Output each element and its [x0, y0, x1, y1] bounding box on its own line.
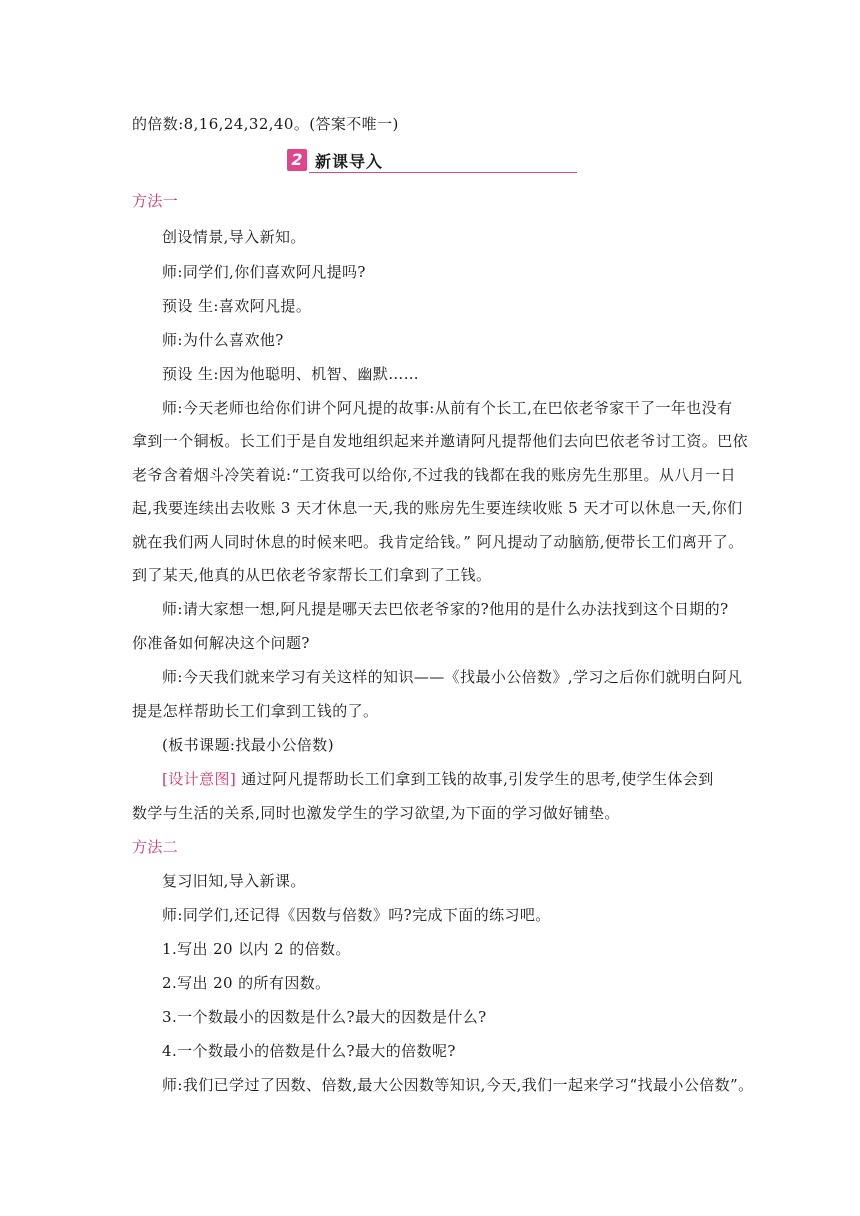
design-intent-text: 通过阿凡提帮助长工们拿到工钱的故事,引发学生的思考,使学生体会到 [236, 770, 714, 788]
exercise-item: 3.一个数最小的因数是什么?最大的因数是什么? [162, 1008, 487, 1026]
exercise-item: 1.写出 20 以内 2 的倍数。 [162, 940, 351, 958]
paragraph-line: 预设 生:因为他聪明、机智、幽默…… [162, 365, 420, 383]
paragraph-line: 师:今天我们就来学习有关这样的知识——《找最小公倍数》,学习之后你们就明白阿凡 [162, 668, 743, 686]
paragraph-line: 师:请大家想一想,阿凡提是哪天去巴依老爷家的?他用的是什么办法找到这个日期的? [162, 600, 729, 618]
section-divider [309, 172, 577, 173]
answer-continuation: 的倍数:8,16,24,32,40。(答案不唯一) [132, 115, 399, 133]
method-one-title: 方法一 [132, 192, 179, 210]
paragraph-line: 师:我们已学过了因数、倍数,最大公因数等知识,今天,我们一起来学习“找最小公倍数”。 [162, 1076, 754, 1094]
paragraph-line: 提是怎样帮助长工们拿到工钱的了。 [132, 702, 379, 720]
paragraph-line: 复习旧知,导入新课。 [162, 872, 306, 890]
paragraph-line: 师:同学们,你们喜欢阿凡提吗? [162, 263, 366, 281]
paragraph-line: 预设 生:喜欢阿凡提。 [162, 297, 312, 315]
paragraph-line: 老爷含着烟斗冷笑着说:“工资我可以给你,不过我的钱都在我的账房先生那里。从八月一日 [132, 466, 736, 484]
paragraph-line: 创设情景,导入新知。 [162, 228, 306, 246]
paragraph-line: 就在我们两人同时休息的时候来吧。我肯定给钱。” 阿凡提动了动脑筋,便带长工们离开了。 [132, 533, 744, 551]
exercise-item: 2.写出 20 的所有因数。 [162, 974, 331, 992]
paragraph-line: 师:今天老师也给你们讲个阿凡提的故事:从前有个长工,在巴依老爷家干了一年也没有 [162, 399, 733, 417]
design-intent-tag: [设计意图] [162, 770, 237, 788]
paragraph-line: 起,我要连续出去收账 3 天才休息一天,我的账房先生要连续收账 5 天才可以休息一天,你们 [132, 499, 743, 517]
board-title-note: (板书课题:找最小公倍数) [162, 736, 334, 754]
paragraph-line: 你准备如何解决这个问题? [132, 634, 310, 652]
section-number-badge: 2 [287, 149, 307, 171]
paragraph-line: 师:同学们,还记得《因数与倍数》吗?完成下面的练习吧。 [162, 906, 551, 924]
section-title: 新课导入 [315, 152, 384, 171]
method-two-title: 方法二 [132, 838, 179, 856]
exercise-item: 4.一个数最小的倍数是什么?最大的倍数呢? [162, 1042, 456, 1060]
paragraph-line: 数学与生活的关系,同时也激发学生的学习欲望,为下面的学习做好铺垫。 [132, 804, 620, 822]
design-intent [162, 768, 734, 789]
paragraph-line: 到了某天,他真的从巴依老爷家帮长工们拿到了工钱。 [132, 566, 492, 584]
paragraph-line: 师:为什么喜欢他? [162, 331, 284, 349]
section-heading [287, 148, 577, 174]
paragraph-line: 拿到一个铜板。长工们于是自发地组织起来并邀请阿凡提帮他们去向巴依老爷讨工资。巴依 [132, 432, 749, 450]
